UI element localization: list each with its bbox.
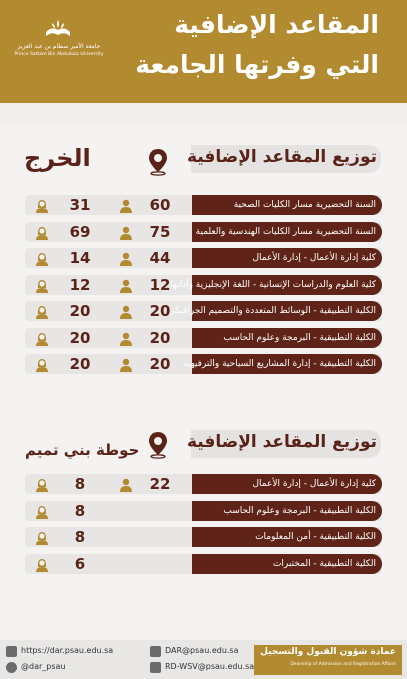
male-seats: 75 <box>149 222 171 241</box>
female-icon <box>35 477 49 491</box>
twitter-handle[interactable]: @dar_psau <box>21 662 66 671</box>
female-seats: 8 <box>74 475 86 493</box>
page-title-line2: التي وفرتها الجامعة <box>135 50 379 79</box>
male-icon <box>119 477 133 491</box>
logo-arabic-text: جامعة الأمير سطام بن عبد العزيز <box>17 43 101 50</box>
program-label: الكلية التطبيقية - البرمجة وعلوم الحاسب <box>192 501 382 521</box>
header-band <box>0 103 407 125</box>
female-seats: 20 <box>69 328 91 347</box>
section2-title: توزيع المقاعد الإضافية <box>187 432 377 452</box>
header-banner <box>0 0 407 103</box>
deanship-english: Deanship of Admission and Registration Affairs <box>290 662 396 667</box>
male-seats: 44 <box>149 249 171 267</box>
female-icon <box>35 225 49 239</box>
female-seats: 31 <box>69 196 91 214</box>
seat-row <box>25 222 382 242</box>
deanship-arabic: عمادة شؤون القبول والتسجيل <box>260 647 396 657</box>
female-seats: 6 <box>74 554 86 573</box>
book-logo-icon <box>44 18 72 40</box>
seat-row <box>25 248 382 268</box>
male-seats: 12 <box>149 275 171 294</box>
male-seats: 60 <box>149 196 171 214</box>
male-icon <box>119 198 133 212</box>
section1-city: الخرج <box>24 144 91 172</box>
male-seats: 22 <box>149 475 171 493</box>
seat-row <box>25 275 382 295</box>
section2-city: حوطة بني تميم <box>25 441 140 459</box>
female-seats: 8 <box>74 501 86 520</box>
female-icon <box>35 357 49 371</box>
page-title-line1: المقاعد الإضافية <box>174 10 379 39</box>
seat-row <box>25 301 382 321</box>
female-icon <box>35 557 49 571</box>
location-pin-icon <box>147 148 169 176</box>
male-icon <box>119 357 133 371</box>
seat-row <box>25 195 382 215</box>
male-icon <box>119 331 133 345</box>
logo-english-text: Prince Sattam Bin Abdulaziz University <box>14 52 104 57</box>
location-pin-icon <box>147 431 169 459</box>
male-icon <box>119 225 133 239</box>
program-label: الكلية التطبيقية - أمن المعلومات <box>192 527 382 547</box>
male-icon <box>119 304 133 318</box>
footer <box>0 640 407 679</box>
email-dar-link[interactable]: DAR@psau.edu.sa <box>165 646 239 655</box>
deanship-logo <box>254 645 402 675</box>
female-icon <box>35 251 49 265</box>
globe-icon <box>6 646 17 657</box>
seat-row <box>25 554 382 574</box>
female-icon <box>35 331 49 345</box>
female-icon <box>35 530 49 544</box>
female-seats: 14 <box>69 249 91 267</box>
seat-row <box>25 328 382 348</box>
male-seats: 20 <box>149 302 171 320</box>
male-icon <box>119 278 133 292</box>
email-icon <box>150 646 161 657</box>
program-label: السنة التحضيرية مسار الكليات الصحية <box>192 195 382 215</box>
female-icon <box>35 304 49 318</box>
twitter-icon <box>6 662 17 673</box>
program-label: الكلية التطبيقية - الوسائط المتعددة والتصميم الجرافيكي <box>192 301 382 321</box>
female-icon <box>35 278 49 292</box>
female-seats: 12 <box>69 275 91 294</box>
female-icon <box>35 504 49 518</box>
female-seats: 20 <box>69 302 91 320</box>
seat-row <box>25 501 382 521</box>
female-seats: 8 <box>74 528 86 546</box>
email-icon <box>150 662 161 673</box>
university-logo <box>14 18 104 70</box>
program-label: السنة التحضيرية مسار الكليات الهندسية والعلمية <box>192 222 382 242</box>
program-label: الكلية التطبيقية - المختبرات <box>192 554 382 574</box>
seat-row <box>25 474 382 494</box>
website-link[interactable]: https://dar.psau.edu.sa <box>21 646 114 655</box>
program-label: كلية إدارة الأعمال - إدارة الأعمال <box>192 474 382 494</box>
female-seats: 69 <box>69 222 91 241</box>
program-label: كلية العلوم والدراسات الإنسانية - اللغة الإنجليزية وآدابها <box>192 275 382 295</box>
female-seats: 20 <box>69 355 91 373</box>
male-icon <box>119 251 133 265</box>
program-label: الكلية التطبيقية - البرمجة وعلوم الحاسب <box>192 328 382 348</box>
section1-title: توزيع المقاعد الإضافية <box>187 147 377 167</box>
program-label: كلية إدارة الأعمال - إدارة الأعمال <box>192 248 382 268</box>
seat-row <box>25 527 382 547</box>
male-seats: 20 <box>149 328 171 347</box>
male-seats: 20 <box>149 355 171 373</box>
female-icon <box>35 198 49 212</box>
seat-row <box>25 354 382 374</box>
email-rdwsv-link[interactable]: RD-WSV@psau.edu.sa <box>165 662 255 671</box>
program-label: الكلية التطبيقية - إدارة المشاريع السياحية والترفيهية <box>192 354 382 374</box>
